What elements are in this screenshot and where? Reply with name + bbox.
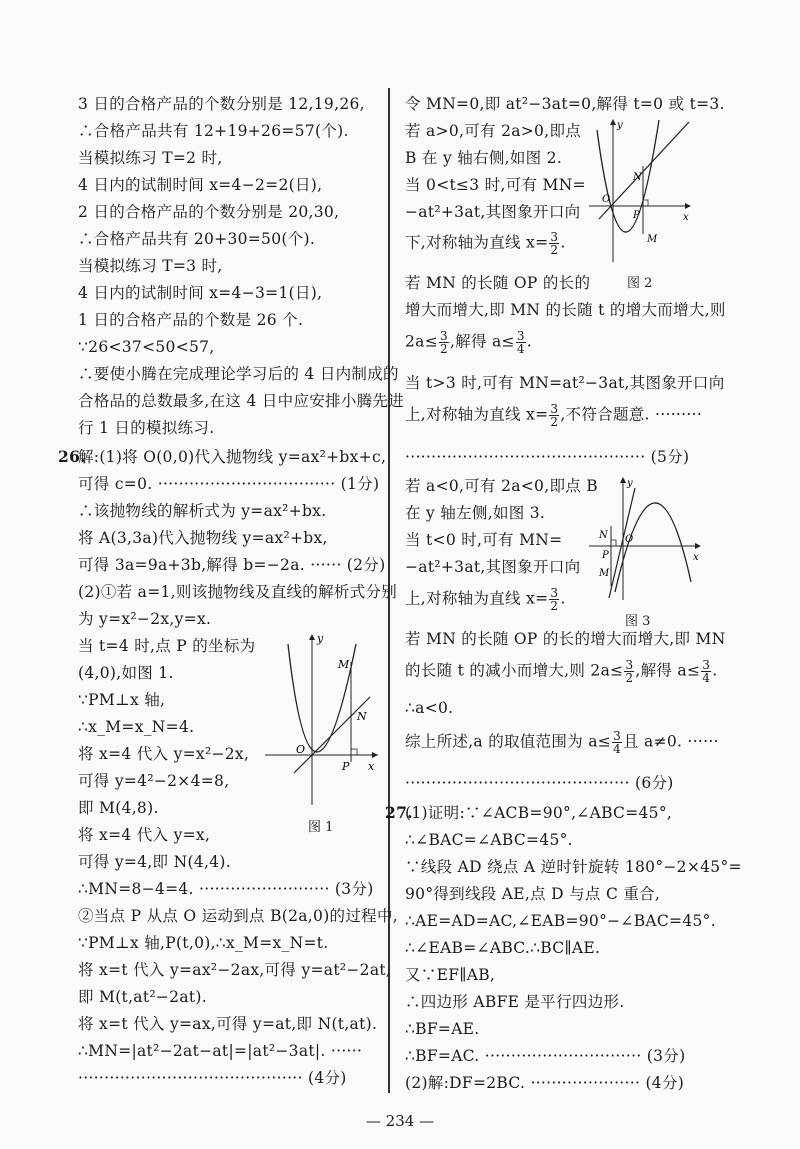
text-line: ∴x_M=x_N=4. xyxy=(78,718,195,736)
text-line: 2 日的合格产品的个数分别是 20,30, xyxy=(78,203,340,221)
right-angle-mark xyxy=(643,200,648,206)
figure-1-graph xyxy=(260,630,380,810)
text-line: ②当点 P 从点 O 运动到点 B(2a,0)的过程中, xyxy=(78,907,398,925)
text-line: 可得 y=4,即 N(4,4). xyxy=(78,853,231,871)
y-axis-arrow-icon xyxy=(610,119,616,125)
figure-3-graph xyxy=(585,474,705,604)
text-line: 当模拟练习 T=3 时, xyxy=(78,257,223,275)
label-o: O xyxy=(625,534,634,545)
text-line: 2a≤ $\frac{3}{2}$ ,解得 a≤ $\frac{3}{4}$ . xyxy=(405,329,532,356)
parabola xyxy=(597,120,659,232)
text-line: 上,对称轴为直线 x= $\frac{3}{2}$ ,不符合题意. ········· xyxy=(405,402,703,429)
y-axis-arrow-icon xyxy=(309,634,315,640)
text-line: 将 x=t 代入 y=ax,可得 y=at,即 N(t,at). xyxy=(78,1015,378,1033)
label-p: P xyxy=(633,210,640,221)
label-m: M xyxy=(599,568,610,579)
label-n: N xyxy=(357,710,367,723)
text-line: −at²+3at,其图象开口向 xyxy=(405,203,581,221)
text-line: (2)解:DF=2BC. ····················· (4分) xyxy=(405,1074,685,1092)
label-m: M xyxy=(647,234,658,245)
question-27: 27. (1)证明:∵∠ACB=90°,∠ABC=45°, xyxy=(385,803,673,822)
text-line: 行 1 日的模拟练习. xyxy=(78,419,215,437)
x-axis-arrow-icon xyxy=(372,752,378,758)
text-line: 可得 c=0. ·································· (1分) xyxy=(78,475,380,493)
text-line: −at²+3at,其图象开口向 xyxy=(405,558,581,576)
text-line: 增大而增大,即 MN 的长随 t 的增大而增大,则 xyxy=(405,301,726,319)
text-line: ∴要使小腾在完成理论学习后的 4 日内制成的 xyxy=(78,365,399,383)
text-line: 又∵EF∥AB, xyxy=(405,966,496,984)
text-line: 3 日的合格产品的个数分别是 12,19,26, xyxy=(78,95,365,113)
figure-1-caption: 图 1 xyxy=(308,820,334,835)
fraction-3-2: $\frac{3}{2}$ xyxy=(625,658,634,685)
label-p: P xyxy=(342,760,350,773)
label-x: x xyxy=(683,212,689,223)
parabola xyxy=(615,503,691,592)
fraction-3-2: $\frac{3}{2}$ xyxy=(440,329,448,356)
text-line: 令 MN=0,即 at²−3at=0,解得 t=0 或 t=3. xyxy=(405,95,725,113)
text-line: 上,对称轴为直线 x= $\frac{3}{2}$ . xyxy=(405,586,566,613)
x-axis-arrow-icon xyxy=(695,543,701,549)
text-line: 将 x=4 代入 y=x, xyxy=(78,826,211,844)
text-line: 当 t<0 时,可有 MN= xyxy=(405,531,563,549)
text-line: 当 0<t≤3 时,可有 MN= xyxy=(405,176,586,194)
figure-3-caption: 图 3 xyxy=(625,614,651,629)
text-line: (4,0),如图 1. xyxy=(78,664,174,682)
text-line: ∴MN=8−4=4. ························· (3分) xyxy=(78,880,374,898)
text-line: 在 y 轴左侧,如图 3. xyxy=(405,504,546,522)
text-line: 的长随 t 的减小而增大,则 2a≤ $\frac{3}{2}$ ,解得 a≤ $\frac{3}{4}$ . xyxy=(405,658,718,685)
fraction-3-2: $\frac{3}{2}$ xyxy=(550,230,559,257)
text-line: 为 y=x²−2x,y=x. xyxy=(78,610,212,628)
text-line: 4 日内的试制时间 x=4−2=2(日), xyxy=(78,176,323,194)
text-line: 4 日内的试制时间 x=4−3=1(日), xyxy=(78,284,323,302)
text-line: 当 t>3 时,可有 MN=at²−3at,其图象开口向 xyxy=(405,374,725,392)
label-n: N xyxy=(633,172,642,183)
text-line: 将 A(3,3a)代入抛物线 y=ax²+bx, xyxy=(78,529,328,547)
text-line: ∴a<0. xyxy=(405,699,454,717)
text-line: ∴四边形 ABFE 是平行四边形. xyxy=(405,993,625,1011)
text-line: 将 x=t 代入 y=ax²−2ax,可得 y=at²−2at, xyxy=(78,961,392,979)
text-line: 合格品的总数最多,在这 4 日中应安排小腾先进 xyxy=(78,392,405,410)
text-line: 若 a<0,可有 2a<0,即点 B xyxy=(405,477,598,495)
fraction-3-4: $\frac{3}{4}$ xyxy=(613,729,621,756)
text-line: ∴∠EAB=∠ABC.∴BC∥AE. xyxy=(405,939,601,957)
text-line: 综上所述,a 的取值范围为 a≤ $\frac{3}{4}$ 且 a≠0. ······ xyxy=(405,729,719,756)
label-y: y xyxy=(627,478,633,489)
text-line: ∴MN=|at²−2at−at|=|at²−3at|. ······ xyxy=(78,1042,363,1060)
text-line: 可得 y=4²−2×4=8, xyxy=(78,772,230,790)
figure-2-graph xyxy=(585,114,695,266)
text-line: 90°得到线段 AE,点 D 与点 C 重合, xyxy=(405,885,661,903)
text-line: (2)①若 a=1,则该抛物线及直线的解析式分别 xyxy=(78,583,398,601)
text-line: 若 MN 的长随 OP 的长的增大而增大,即 MN xyxy=(405,630,726,648)
line-y-eq-x xyxy=(294,697,370,773)
text-line: ∴该抛物线的解析式为 y=ax²+bx. xyxy=(78,502,327,520)
text-line: ∴BF=AE. xyxy=(405,1020,480,1038)
label-x: x xyxy=(368,760,375,773)
right-angle-mark xyxy=(611,540,616,546)
text-line: ∴合格产品共有 12+19+26=57(个). xyxy=(78,122,349,140)
label-p: P xyxy=(602,550,609,561)
y-axis-arrow-icon xyxy=(620,477,626,483)
text-line: ∴∠BAC=∠ABC=45°. xyxy=(405,831,573,849)
label-x: x xyxy=(693,552,699,563)
label-n: N xyxy=(599,530,608,541)
fraction-3-4: $\frac{3}{4}$ xyxy=(702,658,711,685)
fraction-3-4: $\frac{3}{4}$ xyxy=(516,329,525,356)
text-line: 可得 3a=9a+3b,解得 b=−2a. ······ (2分) xyxy=(78,556,386,574)
fraction-3-2: $\frac{3}{2}$ xyxy=(550,402,559,429)
label-m: M xyxy=(338,658,350,671)
question-number: 26. xyxy=(58,447,86,466)
text-line: 若 a>0,可有 2a>0,即点 xyxy=(405,122,582,140)
text-line: B 在 y 轴右侧,如图 2. xyxy=(405,149,563,167)
text-line: 1 日的合格产品的个数是 26 个. xyxy=(78,311,304,329)
text-line: 当模拟练习 T=2 时, xyxy=(78,149,223,167)
text-line: ∵PM⊥x 轴, xyxy=(78,691,166,709)
text-line: 将 x=4 代入 y=x²−2x, xyxy=(78,745,250,763)
figure-2-caption: 图 2 xyxy=(627,276,653,291)
fraction-3-2: $\frac{3}{2}$ xyxy=(550,586,559,613)
text-line: ∵线段 AD 绕点 A 逆时针旋转 180°−2×45°= xyxy=(405,858,742,876)
text-line: ∴AE=AD=AC,∠EAB=90°−∠BAC=45°. xyxy=(405,912,716,930)
text-line: 即 M(4,8). xyxy=(78,799,159,817)
label-y: y xyxy=(617,120,623,131)
text-line: 若 MN 的长随 OP 的长的 xyxy=(405,274,591,292)
score-line: ··········································· (6分) xyxy=(405,774,674,792)
question-number: 27. xyxy=(385,803,413,822)
page-number: — 234 — xyxy=(365,1112,435,1130)
question-26: 26. 解:(1)将 O(0,0)代入抛物线 y=ax²+bx+c, xyxy=(58,447,387,466)
label-y: y xyxy=(317,632,324,645)
label-o: O xyxy=(602,194,611,205)
x-axis-arrow-icon xyxy=(685,203,691,209)
label-o: O xyxy=(296,743,306,756)
text-line: ··········································· (4分) xyxy=(78,1069,347,1087)
score-line: ·············································· (5分) xyxy=(405,448,690,466)
text-line: ∴BF=AC. ······························ (3分) xyxy=(405,1047,686,1065)
text-line: 当 t=4 时,点 P 的坐标为 xyxy=(78,637,256,655)
text-line: 即 M(t,at²−2at). xyxy=(78,988,207,1006)
text-line: ∵PM⊥x 轴,P(t,0),∴x_M=x_N=t. xyxy=(78,934,329,952)
text-line: ∴合格产品共有 20+30=50(个). xyxy=(78,230,316,248)
text-line: ∵26<37<50<57, xyxy=(78,338,215,356)
right-angle-mark xyxy=(351,749,357,755)
text-line: 下,对称轴为直线 x= $\frac{3}{2}$ . xyxy=(405,230,566,257)
